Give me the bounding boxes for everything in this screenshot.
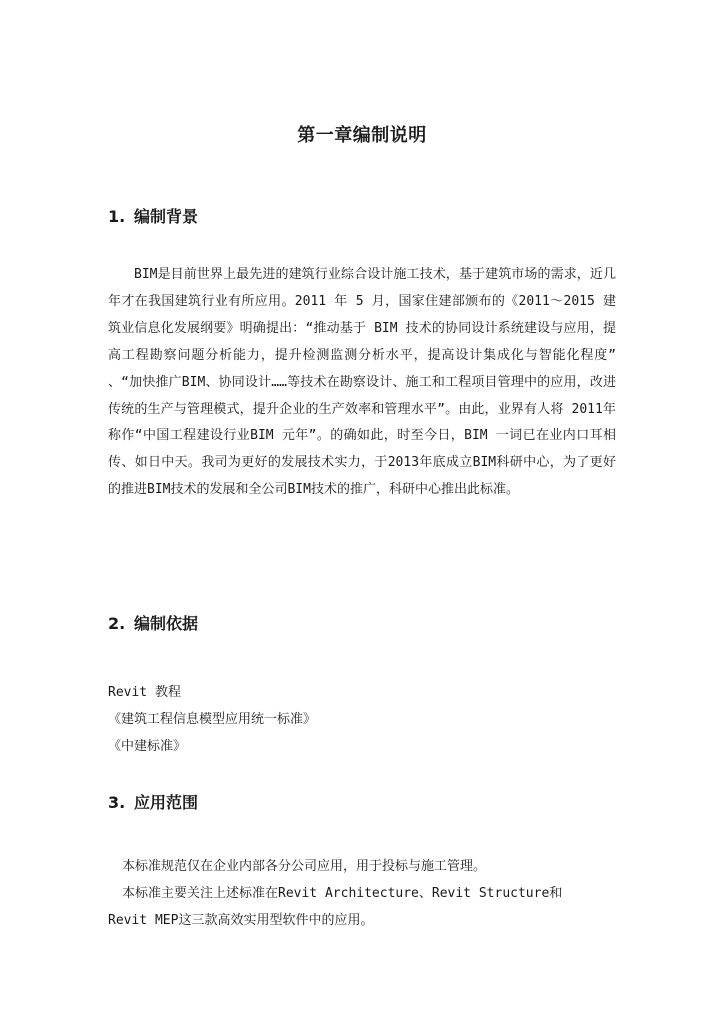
scope-line: Revit MEP这三款高效实用型软件中的应用。	[108, 913, 374, 928]
section-heading-basis	[108, 611, 198, 634]
scope-line: 本标准主要关注上述标准在Revit Architecture、Revit Structure和	[122, 886, 563, 901]
background-paragraph	[108, 262, 616, 504]
basis-item: 《中建标准》	[108, 739, 187, 754]
section-heading-background	[108, 204, 198, 227]
section-heading-scope	[108, 790, 198, 813]
basis-item: Revit 教程	[108, 685, 181, 700]
section-number: 2.	[108, 614, 126, 633]
section-heading-text: 编制依据	[134, 614, 199, 633]
section-number: 1.	[108, 207, 126, 226]
section-number: 3.	[108, 793, 126, 812]
background-paragraph-text: BIM是目前世界上最先进的建筑行业综合设计施工技术，基于建筑市场的需求，近几年才在我国建筑行业有所应用。2011 年 5 月，国家住建部颁布的《2011～2015 建筑业信息化发展纲要》明确提出：“推动基于 BIM 技术的协同设计系统建设与应用，提高工程勘察问题分析能力，提升检测监测分析水平，提高设计集成化与智能化程度” 、“加快推广BIM、协同设计……等技术在勘察设计、施工和工程项目管理中的应用，改进传统的生产与管理模式，提升企业的生产效率和管理水平”。由此，业界有人将 2011年称作“中国工程建设行业BIM 元年”。的确如此，时至今日，BIM 一词已在业内口耳相传、如日中天。我司为更好的发展技术实力，于2013年底成立BIM科研中心，为了更好的推进BIM技术的发展和全公司BIM技术的推广，科研中心推出此标准。	[108, 267, 616, 498]
section-heading-text: 应用范围	[134, 793, 199, 812]
basis-item: 《建筑工程信息模型应用统一标准》	[108, 712, 317, 727]
chapter-title: 第一章编制说明	[297, 125, 427, 146]
section-heading-text: 编制背景	[134, 207, 199, 226]
scope-line: 本标准规范仅在企业内部各分公司应用，用于投标与施工管理。	[122, 859, 487, 874]
